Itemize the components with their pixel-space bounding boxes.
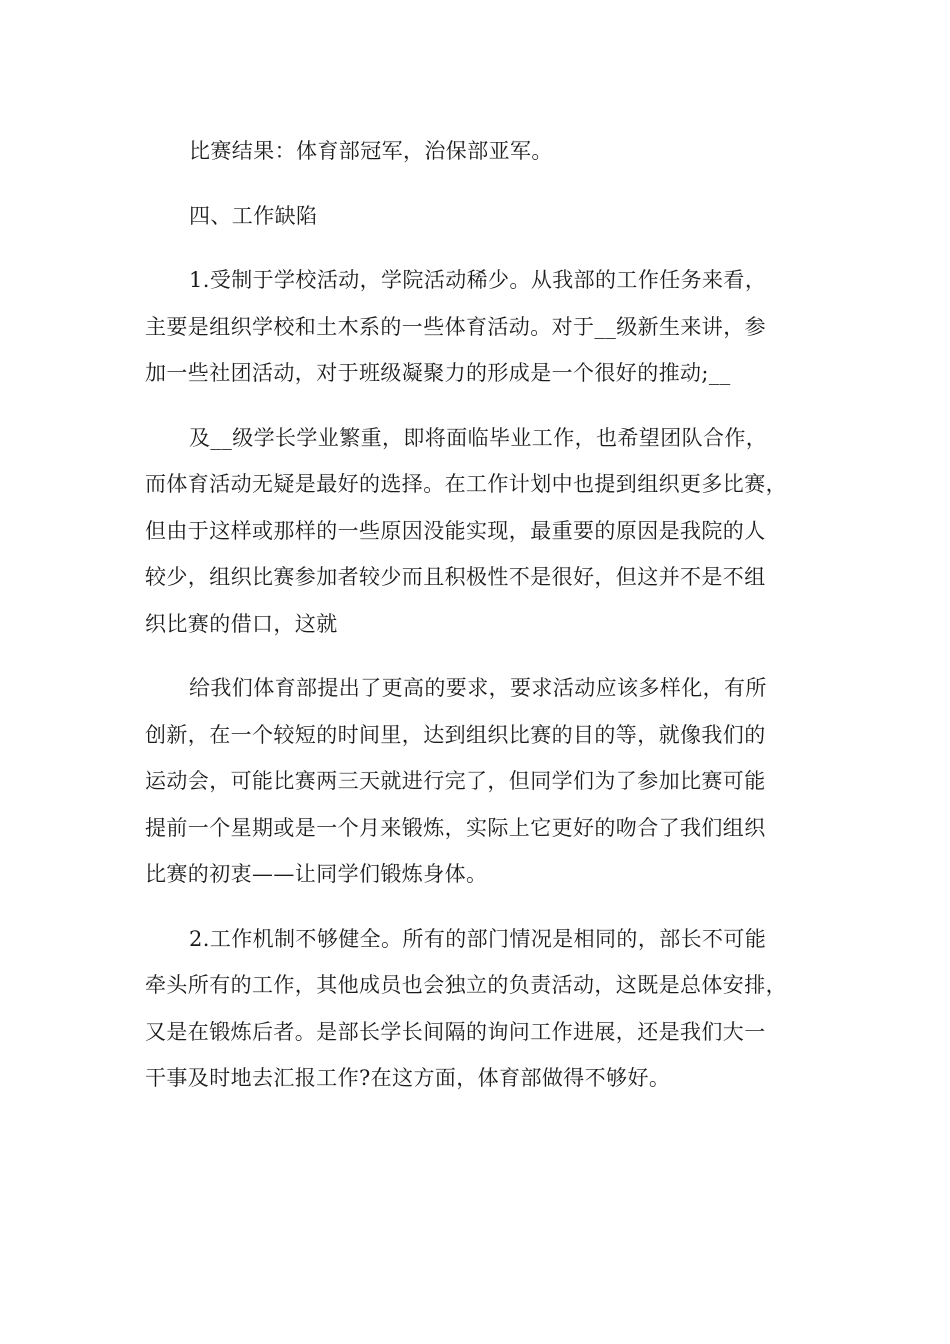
paragraph-gap [145, 239, 805, 257]
paragraph-point-1-continued: 及__级学长学业繁重，即将面临毕业工作，也希望团队合作， 而体育活动无疑是最好的选择。在工作计划中也提到组织更多比赛， 但由于这样或那样的一些原因没能实现，最重要的原因是我院的人 较少，组织比赛参加者较少而且积极性不是很好，但这并不是不组 织比赛的借口，这就 [145, 425, 787, 636]
paragraph-gap [145, 647, 805, 665]
paragraph-gap [145, 397, 805, 415]
document-body [145, 128, 805, 1102]
paragraph-point-2: 2.工作机制不够健全。所有的部门情况是相同的，部长不可能 牵头所有的工作，其他成员也会独立的负责活动，这既是总体安排， 又是在锻炼后者。是部长学长间隔的询问工作进展，还是我们大一 干事及时地去汇报工作?在这方面，体育部做得不够好。 [145, 926, 787, 1090]
section-heading-work-shortcomings: 四、工作缺陷 [189, 203, 318, 228]
paragraph-gap [145, 898, 805, 916]
paragraph-competition-result: 比赛结果：体育部冠军，治保部亚军。 [189, 139, 553, 163]
paragraph-higher-requirements: 给我们体育部提出了更高的要求，要求活动应该多样化，有所 创新，在一个较短的时间里，达到组织比赛的目的等，就像我们的 运动会，可能比赛两三天就进行完了，但同学们为了参加比赛可能 提前一个星期或是一个月来锻炼，实际上它更好的吻合了我们组织 比赛的初衷——让同学们锻炼身体。 [145, 676, 767, 886]
paragraph-gap [145, 175, 805, 193]
paragraph-point-1: 1.受制于学校活动，学院活动稀少。从我部的工作任务来看， 主要是组织学校和土木系的一些体育活动。对于__级新生来讲，参 加一些社团活动，对于班级凝聚力的形成是一个很好的推动;__ [145, 268, 767, 385]
